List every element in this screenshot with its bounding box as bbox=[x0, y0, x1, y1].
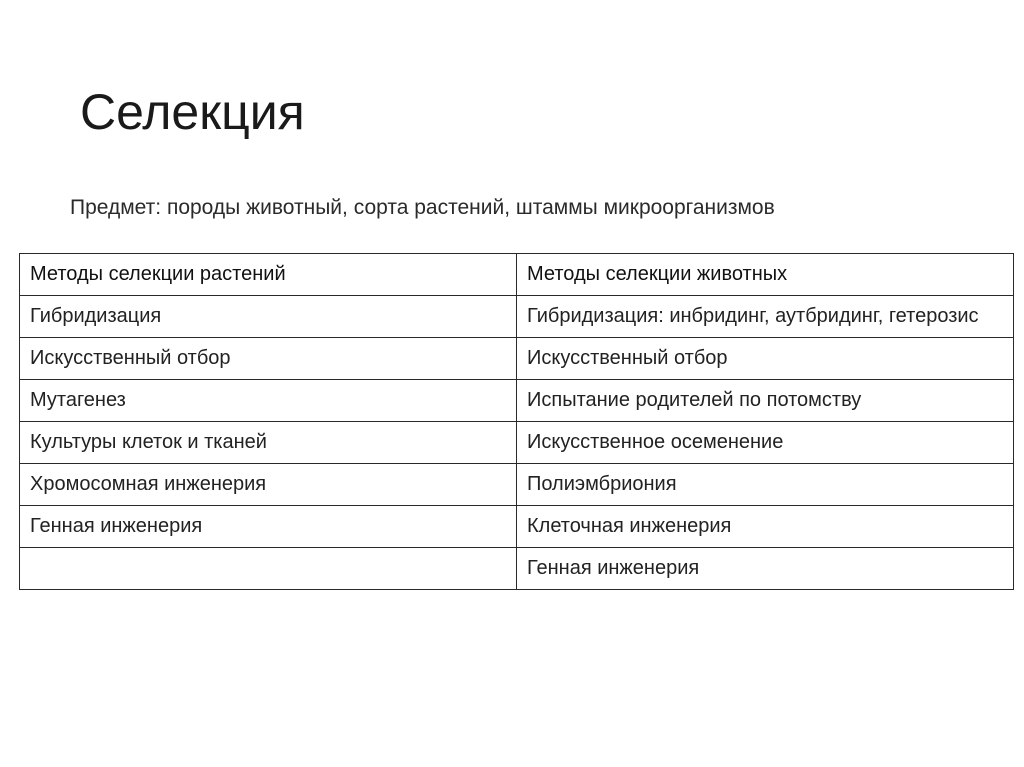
plant-method-cell: Гибридизация bbox=[20, 296, 517, 338]
plant-method-cell-empty bbox=[20, 548, 517, 590]
subject-line: Предмет: породы животный, сорта растений, штаммы микроорганизмов bbox=[70, 196, 775, 219]
table-row bbox=[20, 548, 1014, 590]
plant-method-cell: Генная инженерия bbox=[20, 506, 517, 548]
animal-method-cell: Полиэмбриония bbox=[517, 464, 1014, 506]
table-header-row bbox=[20, 254, 1014, 296]
plant-method-cell: Искусственный отбор bbox=[20, 338, 517, 380]
table-row bbox=[20, 422, 1014, 464]
table-row bbox=[20, 338, 1014, 380]
plant-method-cell: Мутагенез bbox=[20, 380, 517, 422]
table-row bbox=[20, 506, 1014, 548]
table-row bbox=[20, 296, 1014, 338]
animal-method-cell: Генная инженерия bbox=[517, 548, 1014, 590]
header-plant-methods: Методы селекции растений bbox=[20, 254, 517, 296]
slide-title: Селекция bbox=[80, 84, 305, 140]
animal-method-cell: Испытание родителей по потомству bbox=[517, 380, 1014, 422]
header-animal-methods: Методы селекции животных bbox=[517, 254, 1014, 296]
table-row bbox=[20, 464, 1014, 506]
plant-method-cell: Хромосомная инженерия bbox=[20, 464, 517, 506]
selection-methods-table bbox=[19, 253, 1014, 590]
animal-method-cell: Гибридизация: инбридинг, аутбридинг, гетерозис bbox=[517, 296, 1014, 338]
animal-method-cell: Искусственное осеменение bbox=[517, 422, 1014, 464]
animal-method-cell: Клеточная инженерия bbox=[517, 506, 1014, 548]
table-row bbox=[20, 380, 1014, 422]
animal-method-cell: Искусственный отбор bbox=[517, 338, 1014, 380]
plant-method-cell: Культуры клеток и тканей bbox=[20, 422, 517, 464]
